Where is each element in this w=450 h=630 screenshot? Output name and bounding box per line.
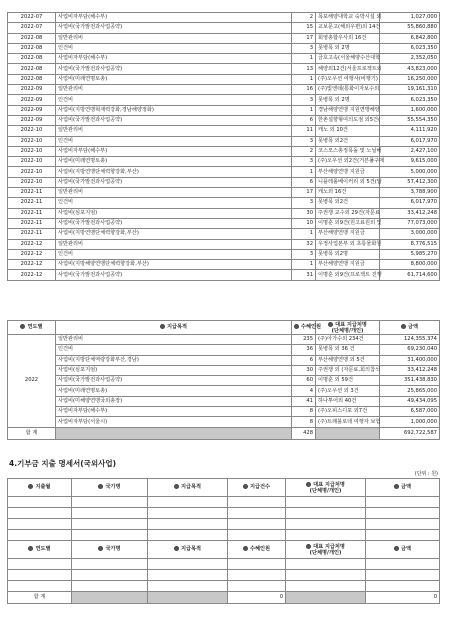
purpose-cell: 사업비(국가발전과사업공약) [56,270,292,280]
amount-cell: 6,017,970 [380,136,440,146]
purpose-cell: 사업비(지방연맹혁재력강화,경남해양정화) [56,105,292,115]
summary-header-row [8,321,440,335]
blank-row [8,519,440,530]
count-cell: 6 [292,115,316,125]
count-cell: 31 [292,270,316,280]
table-row [8,270,440,280]
section4-title: 4.기부금 지출 명세서(국외사업) [9,459,117,468]
header-bullet-icon [328,322,333,327]
header-bullet-icon [243,484,248,489]
amount-cell: 5,000,000 [380,167,440,177]
header-bullet-icon [20,324,25,329]
purpose-cell: 일반관리비 [56,33,292,43]
count-cell: 30 [292,208,316,218]
month-cell: 2022-11 [8,188,56,198]
purpose-cell: 사업비(미래연명토총) [56,386,292,396]
header-year: 연도별 [8,541,72,559]
amount-cell: 3,788,900 [380,188,440,198]
count-cell: 10 [292,218,316,228]
header-month: 지출월 [8,479,72,497]
amount-cell: 9,615,000 [380,157,440,167]
recipient-cell: 금호고속(서울해양수산대학 [316,54,380,64]
count-cell: 17 [292,188,316,198]
month-cell: 2022-08 [8,74,56,84]
amount-cell: 33,412,248 [380,208,440,218]
blank-row [8,530,440,541]
table-row [8,126,440,136]
recipient-cell: (주)트래블로데 여행자 보험 [316,417,380,427]
count-cell: 36 [292,345,316,355]
amount-cell: 351,438,830 [380,376,440,386]
count-cell: 8 [292,417,316,427]
purpose-cell: 사업비자부담(해수부) [56,146,292,156]
count-cell: 60 [292,376,316,386]
amount-cell: 25,865,000 [380,386,440,396]
month-cell: 2022-07 [8,23,56,33]
amount-cell: 57,412,300 [380,177,440,187]
header-count: 수혜인원 [228,541,286,559]
recipient-cell: (주)오피스디포 외7건 [316,407,380,417]
count-cell: 6 [292,177,316,187]
purpose-cell: 사업비(지방연맹단체력향강화,부산) [56,167,292,177]
table-row [8,146,440,156]
header-bullet-icon [98,484,103,489]
count-cell: 235 [292,335,316,345]
recipient-cell: 이명훈 외 59건 [316,376,380,386]
header-year: 연도별 [8,321,56,335]
amount-cell: 124,355,374 [380,335,440,345]
table-row [8,335,440,345]
blank-row [8,581,440,592]
recipient-cell: 못병목 외 36 건 [316,345,380,355]
header-amount: 금액 [366,541,440,559]
count-cell: 1 [292,105,316,115]
purpose-cell: 인건비 [56,136,292,146]
amount-cell: 5,985,270 [380,249,440,259]
header-recipient: 대표 지급처명 (단체명/개인) [316,321,380,335]
table-row [8,33,440,43]
purpose-cell: 사업비(미래연명토총) [56,157,292,167]
header-bullet-icon [98,546,103,551]
header-bullet-icon [306,482,311,487]
amount-cell: 61,714,600 [380,270,440,280]
foreign-monthly-header [8,479,440,497]
recipient-cell: (주)오우션 외2건(거븐풀구매 [316,157,380,167]
header-amount: 금액 [380,321,440,335]
table-row [8,136,440,146]
recipient-cell: 목포해양대학교 숙박시설 외 [316,13,380,23]
purpose-cell: 일반관리비 [56,126,292,136]
recipient-cell: 코스모스총정목돌 및 노닐해 [316,146,380,156]
purpose-cell: 사업비자부담(해수부) [56,407,292,417]
amount-cell: 19,161,310 [380,85,440,95]
month-cell: 2022-10 [8,136,56,146]
foreign-annual-table [7,540,439,604]
table-row [8,13,440,23]
recipient-cell: 부산해양연맹 지원금 [316,260,380,270]
month-cell: 2022-09 [8,115,56,125]
recipient-cell: 부산해양연맹 지원금 [316,167,380,177]
foreign-annual-header [8,541,440,559]
purpose-cell: 사업비(국가발전과사업공약) [56,376,292,386]
purpose-cell: 사업비자부담(해수부) [56,13,292,23]
header-recipient: 대표 지급처명 (단체명/개인) [286,541,366,559]
recipient-cell: 교보문고(해외우편)외 14건 [316,23,380,33]
recipient-cell: 캐노외 16건 [316,188,380,198]
month-cell: 2022-12 [8,270,56,280]
purpose-cell: 사업비(국가발전과사업공약) [56,218,292,228]
amount-cell: 69,230,040 [380,345,440,355]
total-label: 합 계 [8,427,56,439]
count-cell: 3 [292,249,316,259]
count-cell: 11 [292,126,316,136]
month-cell: 2022-10 [8,146,56,156]
month-cell: 2022-08 [8,54,56,64]
table-row [8,198,440,208]
table-row [8,95,440,105]
count-cell: 4 [292,386,316,396]
table-row [8,396,440,406]
month-cell: 2022-08 [8,43,56,53]
purpose-cell: 사업비(지방단체역량강화부산,경남) [56,355,292,365]
header-amount: 금액 [366,479,440,497]
blank-row [8,497,440,508]
header-bullet-icon [243,546,248,551]
table-row [8,260,440,270]
header-recipient: 대표 지급처명 (단체명/개인) [286,479,366,497]
total-count: 0 [228,592,286,604]
table-row [8,218,440,228]
amount-cell: 8,800,000 [380,260,440,270]
count-cell: 3 [292,157,316,167]
month-cell: 2022-12 [8,260,56,270]
blank-row [8,508,440,519]
header-count: 수혜인원 [292,321,316,335]
header-country: 국가명 [72,541,148,559]
table-row [8,64,440,74]
recipient-cell: 이명훈 외9건(원고료원외 및 [316,218,380,228]
header-count: 지급건수 [228,479,286,497]
amount-cell: 43,823,000 [380,64,440,74]
foreign-total-row [8,592,440,604]
count-cell: 2 [292,146,316,156]
header-bullet-icon [306,544,311,549]
table-row [8,85,440,95]
count-cell: 30 [292,365,316,375]
count-cell: 16 [292,85,316,95]
table-row [8,43,440,53]
count-cell: 1 [292,229,316,239]
header-bullet-icon [174,484,179,489]
month-cell: 2022-10 [8,177,56,187]
annual-summary-table [7,320,439,440]
amount-cell: 31,400,000 [380,355,440,365]
recipient-cell: 캐노 외 10건 [316,126,380,136]
recipient-cell: 해양외12건(서울프로젝트외 [316,64,380,74]
header-bullet-icon [394,546,399,551]
count-cell: 1 [292,54,316,64]
table-row [8,345,440,355]
foreign-monthly-table [7,478,439,541]
recipient-cell: 한촌설향형여의도점 외5건( [316,115,380,125]
amount-cell: 1,027,000 [380,13,440,23]
count-cell: 6 [292,355,316,365]
purpose-cell: 인건비 [56,95,292,105]
amount-cell: 55,860,880 [380,23,440,33]
table-row [8,208,440,218]
table-row [8,386,440,396]
header-purpose: 지급목적 [148,541,228,559]
count-cell: 15 [292,23,316,33]
table-row [8,23,440,33]
recipient-cell: 우정사업본부 외 초롱물화원 [316,239,380,249]
monthly-expense-table [7,12,439,281]
total-label: 합 계 [8,592,72,604]
recipient-cell: 못병목 외2건 [316,198,380,208]
recipient-cell: 하나투어외 40건 [316,396,380,406]
total-amount: 692,722,587 [380,427,440,439]
recipient-cell: (주)오우션 외 3건 [316,386,380,396]
table-row [8,365,440,375]
table-row [8,188,440,198]
amount-cell: 2,352,050 [380,54,440,64]
table-row [8,54,440,64]
purpose-cell: 사업비(지방해양연맹단체력향강화,부산) [56,260,292,270]
purpose-cell: 일반관리비 [56,335,292,345]
purpose-cell: 사업비자부담(서울시) [56,417,292,427]
amount-cell: 6,023,350 [380,95,440,105]
recipient-cell: 경남해양연맹 지원연맹해양 [316,105,380,115]
month-cell: 2022-10 [8,126,56,136]
purpose-cell: 인건비 [56,345,292,355]
count-cell: 17 [292,33,316,43]
month-cell: 2022-11 [8,218,56,228]
count-cell: 8 [292,407,316,417]
recipient-cell: 못병목 외 2명 [316,95,380,105]
amount-cell: 4,111,920 [380,126,440,136]
count-cell: 3 [292,198,316,208]
purpose-cell: 일반관리비 [56,85,292,95]
purpose-cell: 인건비 [56,249,292,259]
amount-cell: 33,412,248 [380,365,440,375]
amount-cell: 6,023,350 [380,43,440,53]
recipient-cell: 못병목 외 2명 [316,43,380,53]
purpose-cell: 인건비 [56,198,292,208]
count-cell: 3 [292,43,316,53]
total-count: 428 [292,427,316,439]
month-cell: 2022-10 [8,157,56,167]
amount-cell: 1,600,000 [380,105,440,115]
amount-cell: 6,017,970 [380,198,440,208]
unit-label: (단위 : 원) [414,471,438,477]
table-row [8,115,440,125]
month-cell: 2022-09 [8,85,56,95]
count-cell: 32 [292,239,316,249]
table-row [8,167,440,177]
recipient-cell: 회영총합우사외 16건 [316,33,380,43]
blank-row [8,570,440,581]
recipient-cell: 못병목 외2건 [316,136,380,146]
purpose-cell: 사업비(국가발전과사업공약) [56,64,292,74]
purpose-cell: 일반관리비 [56,188,292,198]
recipient-cell: (주)오우션 여행사(비행기) [316,74,380,84]
table-row [8,376,440,386]
amount-cell: 16,250,000 [380,74,440,84]
header-bullet-icon [28,546,33,551]
amount-cell: 8,776,515 [380,239,440,249]
month-cell: 2022-09 [8,95,56,105]
table-row [8,407,440,417]
recipient-cell: 부산해양연맹 지원금 [316,229,380,239]
count-cell: 41 [292,396,316,406]
header-bullet-icon [160,324,165,329]
recipient-cell: 못병목 외2명 [316,249,380,259]
total-amount: 0 [366,592,440,604]
purpose-cell: 사업비(국가발전과사업공약) [56,177,292,187]
purpose-cell: 사업비(미해양연맹국외총장) [56,396,292,406]
amount-cell: 3,000,000 [380,229,440,239]
table-row [8,417,440,427]
month-cell: 2022-07 [8,13,56,23]
header-purpose: 지급목적 [56,321,292,335]
table-row [8,249,440,259]
header-bullet-icon [174,546,179,551]
table-row [8,177,440,187]
purpose-cell: 사업비(미래연명토총) [56,74,292,84]
recipient-cell: (주)빛앤데(통화이자보수외 [316,85,380,95]
header-bullet-icon [401,324,406,329]
table-row [8,229,440,239]
count-cell: 3 [292,95,316,105]
count-cell: 2 [292,13,316,23]
month-cell: 2022-12 [8,239,56,249]
table-row [8,355,440,365]
table-row [8,74,440,84]
purpose-cell: 인건비 [56,43,292,53]
amount-cell: 6,842,800 [380,33,440,43]
amount-cell: 55,554,350 [380,115,440,125]
recipient-cell: 이명훈 외9건(프로젝트 진행 [316,270,380,280]
purpose-cell: 사업비(국가발전과사업공약) [56,115,292,125]
recipient-cell: 니플레롤베이커리 외 5건(답 [316,177,380,187]
month-cell: 2022-08 [8,64,56,74]
purpose-cell: 사업비자부담(해수부) [56,54,292,64]
month-cell: 2022-12 [8,249,56,259]
month-cell: 2022-10 [8,167,56,177]
summary-total-row [8,427,440,439]
amount-cell: 77,073,000 [380,218,440,228]
header-country: 국가명 [72,479,148,497]
month-cell: 2022-11 [8,198,56,208]
month-cell: 2022-09 [8,105,56,115]
header-bullet-icon [294,324,299,329]
recipient-cell: 부산해양연맹 외 5건 [316,355,380,365]
month-cell: 2022-11 [8,208,56,218]
table-row [8,157,440,167]
count-cell: 1 [292,74,316,84]
count-cell: 13 [292,64,316,74]
blank-row [8,559,440,570]
amount-cell: 2,427,100 [380,146,440,156]
amount-cell: 6,587,000 [380,407,440,417]
count-cell: 3 [292,136,316,146]
purpose-cell: 사업비(심포지엄) [56,208,292,218]
recipient-cell: 주권쟁 교수외 29건(자문료 [316,208,380,218]
purpose-cell: 사업비(지방연맹단체력향강화,부산) [56,229,292,239]
month-cell: 2022-08 [8,33,56,43]
purpose-cell: 사업비(국가발전과사업공약) [56,23,292,33]
table-row [8,239,440,249]
month-cell: 2022-11 [8,229,56,239]
purpose-cell: 일반관리비 [56,239,292,249]
count-cell: 1 [292,167,316,177]
header-bullet-icon [28,484,33,489]
amount-cell: 1,000,000 [380,417,440,427]
amount-cell: 49,434,095 [380,396,440,406]
year-cell: 2022 [8,335,56,428]
recipient-cell: (주)아가수외 234건 [316,335,380,345]
purpose-cell: 사업비(심포지엄) [56,365,292,375]
header-purpose: 지급목적 [148,479,228,497]
count-cell: 1 [292,260,316,270]
recipient-cell: 주권쟁 외 (자문료,회의참석 [316,365,380,375]
table-row [8,105,440,115]
header-bullet-icon [394,484,399,489]
